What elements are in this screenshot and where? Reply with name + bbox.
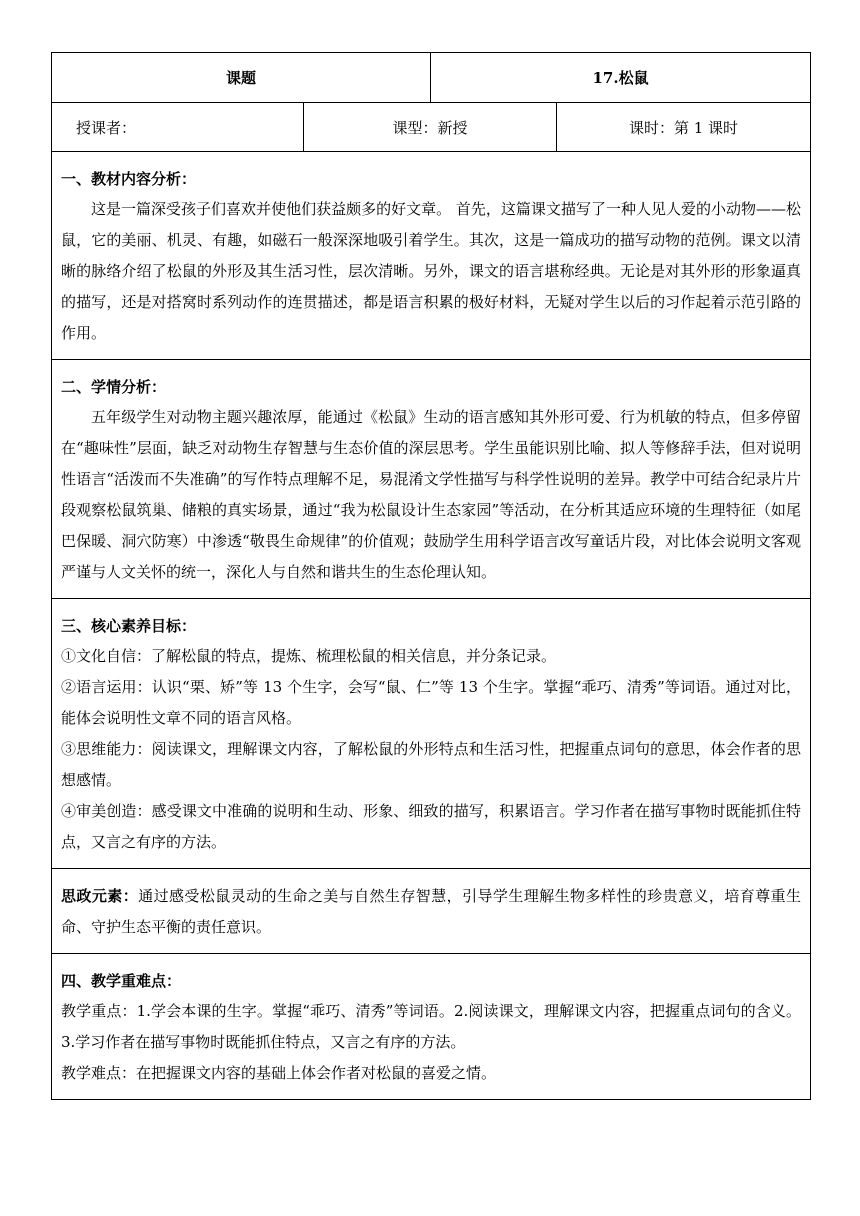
goal-item: ④审美创造：感受课文中准确的说明和生动、形象、细致的描写，积累语言。学习作者在描写事物时既能抓住特点，又言之有序的方法。: [61, 802, 802, 851]
keypoints-heading: 四、教学重难点：: [61, 972, 182, 990]
teaching-difficulty: 教学难点：在把握课文内容的基础上体会作者对松鼠的喜爱之情。: [61, 1064, 497, 1082]
goal-item: ①文化自信：了解松鼠的特点，提炼、梳理松鼠的相关信息，并分条记录。: [61, 647, 557, 665]
core-goals-heading: 三、核心素养目标：: [61, 617, 197, 635]
lesson-type: 课型：新授: [304, 103, 557, 152]
topic-label: 课题: [52, 53, 431, 103]
student-analysis-heading: 二、学情分析：: [61, 378, 167, 396]
teaching-key-points: 教学重点：1.学会本课的生字。掌握“乖巧、清秀”等词语。2.阅读课文，理解课文内容，把握重点词句的含义。3.学习作者在描写事物时既能抓住特点，又言之有序的方法。: [61, 1002, 802, 1051]
ideology-row: [52, 869, 811, 954]
teacher-label: 授课者：: [52, 103, 304, 152]
student-analysis-row: [52, 360, 811, 599]
lesson-plan-table: [51, 52, 811, 1100]
goal-item: ③思维能力：阅读课文，理解课文内容，了解松鼠的外形特点和生活习性，把握重点词句的意思，体会作者的思想感情。: [61, 740, 802, 789]
lesson-hours: 课时：第 1 课时: [557, 103, 811, 152]
ideology-section: [52, 869, 811, 954]
goal-item: ②语言运用：认识“栗、矫”等 13 个生字，会写“鼠、仁”等 13 个生字。掌握“乖巧、清秀”等词语。通过对比，能体会说明性文章不同的语言风格。: [61, 678, 802, 727]
ideology-label: 思政元素：: [61, 887, 139, 905]
student-analysis-body: 五年级学生对动物主题兴趣浓厚，能通过《松鼠》生动的语言感知其外形可爱、行为机敏的特点，但多停留在“趣味性”层面，缺乏对动物生存智慧与生态价值的深层思考。学生虽能识别比喻、拟人等修辞手法，但对说明性语言“活泼而不失准确”的写作特点理解不足，易混淆文学性描写与科学性说明的差异。教学中可结合纪录片片段观察松鼠筑巢、储粮的真实场景，通过“我为松鼠设计生态家园”等活动，在分析其适应环境的生理特征（如尾巴保暖、洞穴防寒）中渗透“敬畏生命规律”的价值观；鼓励学生用科学语言改写童话片段，对比体会说明文客观严谨与人文关怀的统一，深化人与自然和谐共生的生态伦理认知。: [61, 408, 802, 581]
student-analysis-section: [52, 360, 811, 599]
ideology-text: [61, 881, 801, 943]
material-analysis-heading: 一、教材内容分析：: [61, 170, 197, 188]
topic-value: 17.松鼠: [431, 53, 811, 103]
material-analysis-row: [52, 152, 811, 360]
ideology-body: 通过感受松鼠灵动的生命之美与自然生存智慧，引导学生理解生物多样性的珍贵意义，培育尊重生命、守护生态平衡的责任意识。: [61, 887, 802, 936]
core-goals-row: [52, 599, 811, 869]
title-row: [52, 53, 811, 103]
keypoints-row: [52, 954, 811, 1100]
core-goals-section: [52, 599, 811, 869]
meta-row: [52, 103, 811, 152]
material-analysis-section: [52, 152, 811, 360]
keypoints-section: [52, 954, 811, 1100]
material-analysis-body: 这是一篇深受孩子们喜欢并使他们获益颇多的好文章。 首先，这篇课文描写了一种人见人爱的小动物——松鼠，它的美丽、机灵、有趣，如磁石一般深深地吸引着学生。其次，这是一篇成功的描写动物的范例。课文以清晰的脉络介绍了松鼠的外形及其生活习性，层次清晰。另外，课文的语言堪称经典。无论是对其外形的形象逼真的描写，还是对搭窝时系列动作的连贯描述，都是语言积累的极好材料，无疑对学生以后的习作起着示范引路的作用。: [61, 200, 802, 342]
